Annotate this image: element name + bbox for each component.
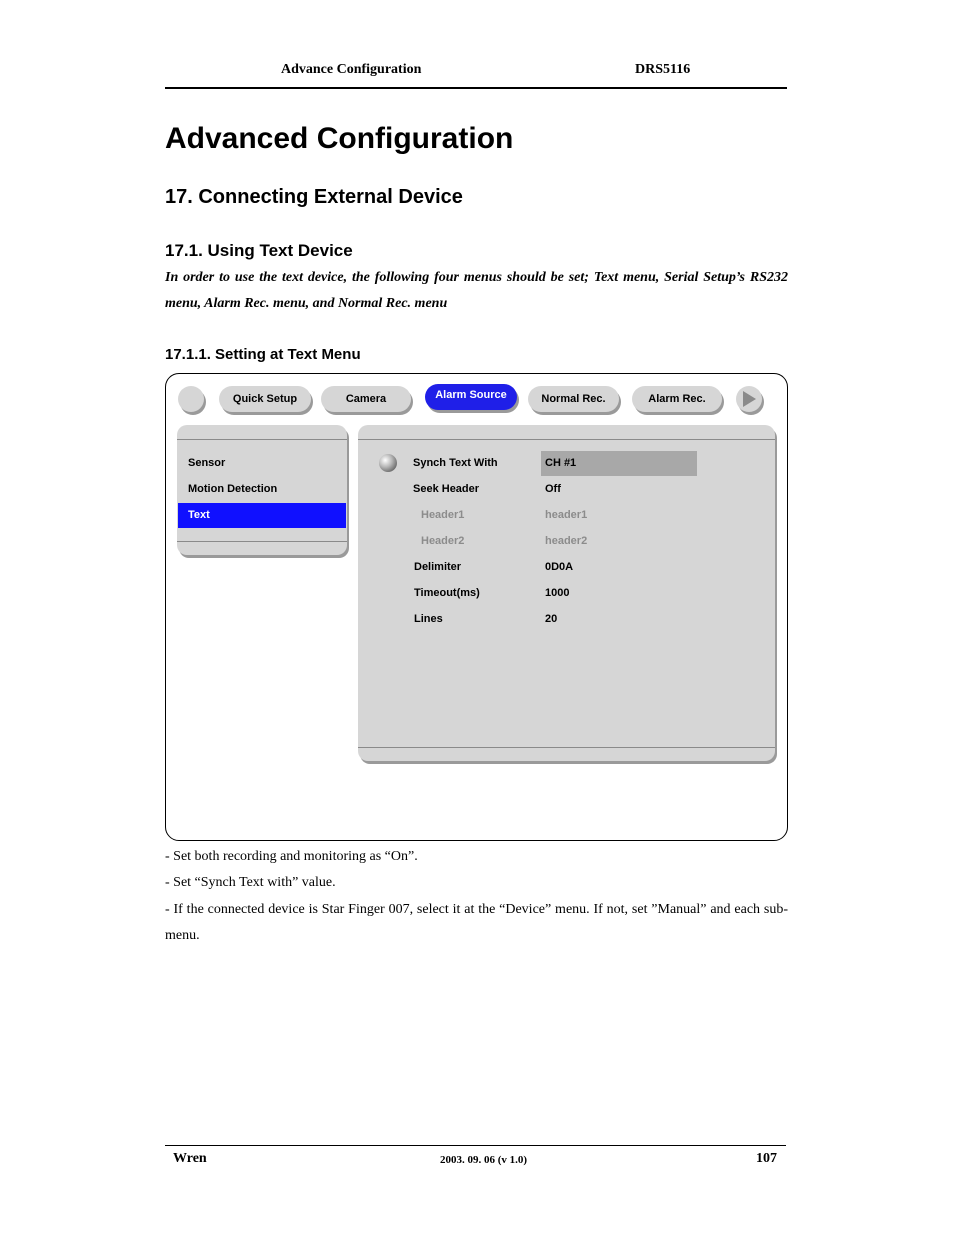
field-label-delimiter: Delimiter <box>414 561 462 573</box>
divider <box>177 439 347 440</box>
section-heading: 17. Connecting External Device <box>165 186 463 208</box>
page-number: 107 <box>756 1151 777 1166</box>
field-label-synch-text: Synch Text With <box>413 457 498 469</box>
field-label-header2: Header2 <box>421 535 465 547</box>
subsubsection-heading: 17.1.1. Setting at Text Menu <box>165 346 361 363</box>
field-label-lines: Lines <box>414 613 443 625</box>
intro-paragraph: In order to use the text device, the following four menus should be set; Text menu, Serial Setup’s RS232 menu, Alarm Rec. menu, and Normal Rec. menu <box>165 270 788 311</box>
page-title: Advanced Configuration <box>165 122 514 155</box>
footer-date: 2003. 09. 06 (v 1.0) <box>440 1154 528 1166</box>
tab-label: Alarm Source <box>435 389 507 401</box>
footer-company: Wren <box>173 1151 207 1166</box>
tab-label: Camera <box>345 393 387 405</box>
field-value-seek-header[interactable]: Off <box>545 483 561 495</box>
play-arrow-icon <box>742 391 756 407</box>
tab-quick-setup[interactable] <box>219 386 311 412</box>
tab-normal-rec[interactable] <box>528 386 619 412</box>
field-value-delimiter[interactable]: 0D0A <box>545 561 574 573</box>
field-value-lines[interactable]: 20 <box>545 613 558 625</box>
field-label-seek-header: Seek Header <box>413 483 480 495</box>
running-header-model: DRS5116 <box>635 62 691 77</box>
field-value-timeout[interactable]: 1000 <box>545 587 570 599</box>
sidebar-item-sensor[interactable]: Sensor <box>188 457 226 469</box>
field-value-synch-text[interactable]: CH #1 <box>545 457 577 469</box>
menu-home-button[interactable] <box>178 386 204 412</box>
note-line: - Set “Synch Text with” value. <box>165 875 336 890</box>
subsection-heading: 17.1. Using Text Device <box>165 241 353 260</box>
field-value-header1: header1 <box>545 509 588 521</box>
tab-alarm-rec[interactable] <box>632 386 722 412</box>
header-divider <box>165 87 787 89</box>
field-label-timeout: Timeout(ms) <box>414 587 480 599</box>
tab-label: Normal Rec. <box>541 393 606 405</box>
divider <box>177 541 347 542</box>
next-tab-button[interactable] <box>736 386 762 412</box>
sidebar-item-motion-detection[interactable]: Motion Detection <box>188 483 278 495</box>
footer-divider <box>165 1145 786 1146</box>
tab-alarm-source[interactable] <box>425 384 517 410</box>
note-line: - Set both recording and monitoring as “On”. <box>165 849 418 864</box>
field-label-header1: Header1 <box>421 509 465 521</box>
running-header-title: Advance Configuration <box>281 62 422 77</box>
tab-camera[interactable] <box>321 386 411 412</box>
tab-label: Alarm Rec. <box>648 393 706 405</box>
focus-bullet-icon <box>379 454 397 472</box>
divider <box>358 439 775 440</box>
field-value-header2: header2 <box>545 535 588 547</box>
divider <box>358 747 775 748</box>
note-paragraph: - If the connected device is Star Finger 007, select it at the “Device” menu. If not, set ”Manual” and each sub-menu. <box>165 902 788 943</box>
sidebar-item-text[interactable]: Text <box>188 509 210 521</box>
tab-label: Quick Setup <box>232 393 298 405</box>
